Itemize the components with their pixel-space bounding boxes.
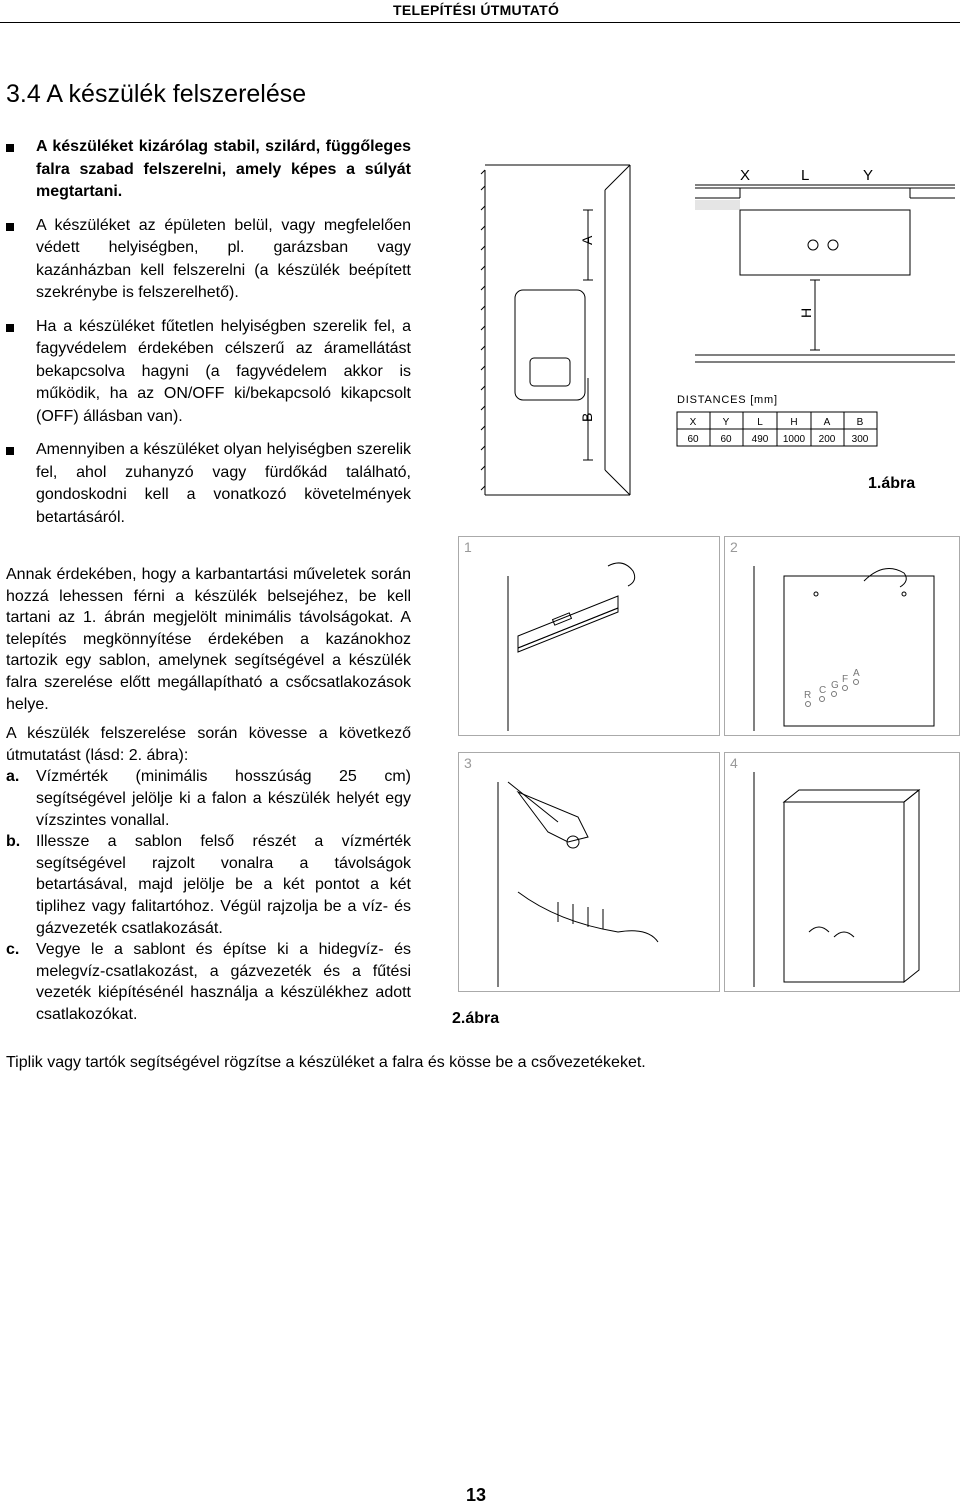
figure-1-clearance-diagram [455, 150, 960, 510]
body-text [6, 564, 411, 1025]
bullet-square-icon [6, 324, 14, 332]
figure-2-panel-4 [724, 752, 960, 992]
table-header-cell: X [689, 417, 697, 428]
dimension-x-label: X [740, 167, 751, 184]
step-item [6, 939, 411, 1025]
template-letter: A [853, 668, 860, 679]
section-title: 3.4 A készülék felszerelése [6, 80, 307, 108]
step-text: Illessze a sablon felső részét a vízmérték segítségével rajzolt vonalra a távolságok betartásával, majd jelölje be a két pontot a két tiplihez vagy falitartóhoz. Végül rajzolja be a víz- és gázvezeték csatlakozását. [36, 833, 411, 937]
paragraph: Annak érdekében, hogy a karbantartási műveletek során hozzá lehessen férni a készülék belsejéhez, be kell tartani az 1. ábrán megjelölt minimális távolságokat. A telepítés megkönnyítése érdekében a kazánokhoz tartozik egy sablon, amelynek segítségével a készülék falra szerelése előtt megállapítható a csőcsatlakozások helye. [6, 566, 411, 713]
table-header-cell: A [823, 417, 831, 428]
bullet-text: A készüléket az épületen belül, vagy megfelelően védett helyiségben, pl. garázsban vagy kazánházban kell felszerelni (a készülék beépített szekrénybe is felszerelhető). [36, 216, 411, 301]
table-value-cell: 60 [687, 434, 699, 445]
bullet-square-icon [6, 447, 14, 455]
page-number: 13 [466, 1485, 487, 1505]
panel-number: 1 [464, 539, 472, 555]
dimension-a-label: A [579, 235, 595, 245]
figure-2-panel-3 [458, 752, 720, 992]
figure-2-caption: 2.ábra [452, 1010, 500, 1027]
dimension-l-label: L [801, 167, 810, 184]
dimension-b-label: B [579, 412, 595, 422]
table-header-cell: H [790, 417, 798, 428]
step-text: Vegye le a sablont és építse ki a hidegvíz- és melegvíz-csatlakozást, a gázvezeték és a fűtési vezeték kiépítésénél használja a készülékhez adott csatlakozókat. [36, 941, 411, 1023]
step-label: a. [6, 768, 20, 786]
header-rule [0, 22, 960, 23]
bullet-list [6, 136, 411, 540]
table-header-cell: B [856, 417, 864, 428]
step-item [6, 766, 411, 831]
bullet-text: Ha a készüléket fűtetlen helyiségben szerelik fel, a fagyvédelem érdekében célszerű az áramellátást bekapcsolva hagyni (a fagyvédelem akkor is működik, ha az ON/OFF ki/bekapcsoló kikapcsolt (OFF) állásban van). [36, 317, 411, 425]
template-letter: C [819, 685, 827, 696]
bullet-text: Amennyiben a készüléket olyan helyiségben szerelik fel, ahol zuhanyzó vagy fürdőkád található, gondoskodni kell a vonatkozó követelmények betartásáról. [36, 441, 411, 526]
step-label: b. [6, 833, 21, 851]
step-item [6, 831, 411, 939]
bullet-item [6, 316, 411, 429]
figure-1-caption: 1.ábra [868, 475, 916, 492]
template-letter: F [842, 674, 849, 685]
dimension-y-label: Y [863, 167, 874, 184]
running-header: TELEPÍTÉSI ÚTMUTATÓ [393, 2, 560, 18]
dimension-h-label: H [798, 307, 814, 318]
bullet-item [6, 439, 411, 529]
bullet-item [6, 136, 411, 204]
table-value-cell: 200 [818, 434, 836, 445]
table-value-cell: 300 [851, 434, 869, 445]
table-value-cell: 490 [751, 434, 769, 445]
figure-2-panel-2 [724, 536, 960, 736]
table-value-cell: 1000 [782, 434, 806, 445]
panel-number: 2 [730, 539, 738, 555]
template-letter: R [804, 690, 812, 701]
panel-number: 3 [464, 755, 472, 771]
distances-table-title: DISTANCES [mm] [677, 394, 778, 406]
table-header-cell: L [757, 417, 763, 428]
step-label: c. [6, 941, 20, 959]
bullet-text: A készüléket kizárólag stabil, szilárd, függőleges falra szabad felszerelni, amely képes a súlyát megtartani. [36, 138, 411, 200]
final-instruction: Tiplik vagy tartók segítségével rögzítse a készüléket a falra és kösse be a csővezetékeket. [6, 1054, 646, 1071]
table-header-cell: Y [722, 417, 730, 428]
table-value-cell: 60 [720, 434, 732, 445]
step-text: Vízmérték (minimális hosszúság 25 cm) segítségével jelölje ki a falon a készülék helyét egy vízszintes vonallal. [36, 768, 411, 829]
figure-2-panel-1 [458, 536, 720, 736]
template-letter: G [831, 680, 839, 691]
bullet-square-icon [6, 223, 14, 231]
paragraph: A készülék felszerelése során kövesse a következő útmutatást (lásd: 2. ábra): [6, 725, 411, 764]
bullet-square-icon [6, 144, 14, 152]
panel-number: 4 [730, 755, 738, 771]
bullet-item [6, 215, 411, 305]
